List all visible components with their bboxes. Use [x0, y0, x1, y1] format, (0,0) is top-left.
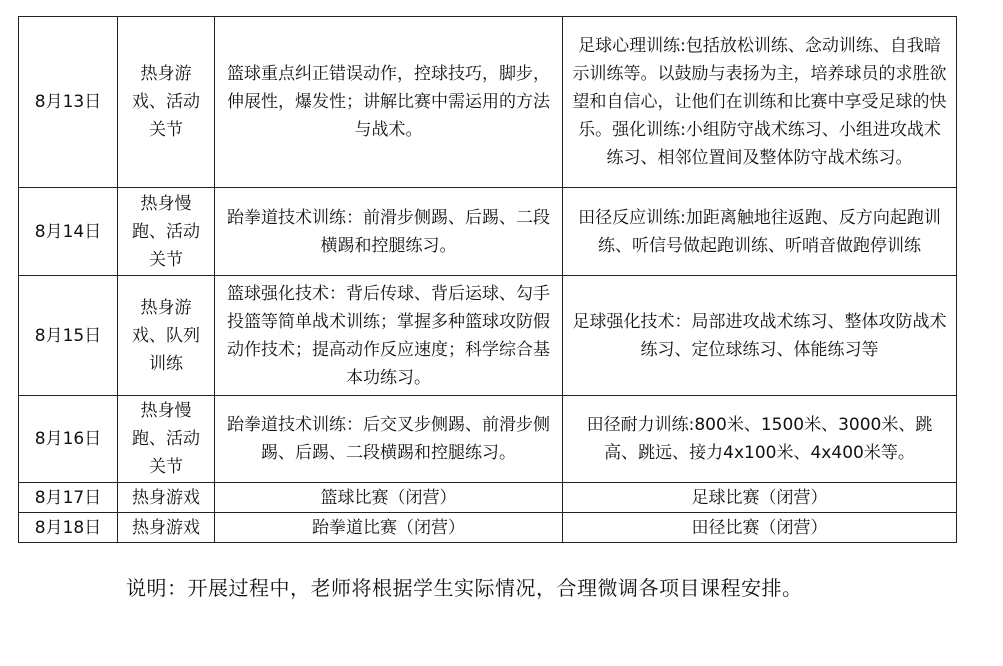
session-b-cell: 田径耐力训练:800米、1500米、3000米、跳高、跳远、接力4x100米、4x400米等。: [563, 396, 957, 483]
warmup-cell: 热身慢跑、活动关节: [118, 188, 215, 276]
date-cell: 8月13日: [19, 17, 118, 188]
schedule-table: [18, 16, 957, 543]
date-cell: 8月17日: [19, 483, 118, 513]
table-row: [19, 483, 957, 513]
date-cell: 8月18日: [19, 513, 118, 543]
session-a-cell: 篮球比赛（闭营）: [215, 483, 563, 513]
schedule-note: 说明：开展过程中，老师将根据学生实际情况，合理微调各项目课程安排。: [126, 576, 803, 600]
warmup-cell: 热身游戏、活动关节: [118, 17, 215, 188]
table-row: [19, 188, 957, 276]
session-a-cell: 跆拳道比赛（闭营）: [215, 513, 563, 543]
date-cell: 8月14日: [19, 188, 118, 276]
date-cell: 8月15日: [19, 276, 118, 396]
session-a-cell: 跆拳道技术训练：前滑步侧踢、后踢、二段横踢和控腿练习。: [215, 188, 563, 276]
table-row: [19, 513, 957, 543]
session-b-cell: 足球心理训练:包括放松训练、念动训练、自我暗示训练等。以鼓励与表扬为主，培养球员的求胜欲望和自信心，让他们在训练和比赛中享受足球的快乐。强化训练:小组防守战术练习、小组进攻战术练习、相邻位置间及整体防守战术练习。: [563, 17, 957, 188]
warmup-cell: 热身游戏: [118, 513, 215, 543]
session-b-cell: 田径比赛（闭营）: [563, 513, 957, 543]
session-a-cell: 篮球重点纠正错误动作，控球技巧，脚步，伸展性，爆发性；讲解比赛中需运用的方法与战术。: [215, 17, 563, 188]
session-a-cell: 跆拳道技术训练：后交叉步侧踢、前滑步侧踢、后踢、二段横踢和控腿练习。: [215, 396, 563, 483]
table-row: [19, 276, 957, 396]
table-row: [19, 396, 957, 483]
session-b-cell: 足球比赛（闭营）: [563, 483, 957, 513]
warmup-cell: 热身慢跑、活动关节: [118, 396, 215, 483]
warmup-cell: 热身游戏、队列训练: [118, 276, 215, 396]
warmup-cell: 热身游戏: [118, 483, 215, 513]
session-b-cell: 田径反应训练:加距离触地往返跑、反方向起跑训练、听信号做起跑训练、听哨音做跑停训练: [563, 188, 957, 276]
session-b-cell: 足球强化技术：局部进攻战术练习、整体攻防战术练习、定位球练习、体能练习等: [563, 276, 957, 396]
session-a-cell: 篮球强化技术：背后传球、背后运球、勾手投篮等简单战术训练；掌握多种篮球攻防假动作技术；提高动作反应速度；科学综合基本功练习。: [215, 276, 563, 396]
date-cell: 8月16日: [19, 396, 118, 483]
table-row: [19, 17, 957, 188]
